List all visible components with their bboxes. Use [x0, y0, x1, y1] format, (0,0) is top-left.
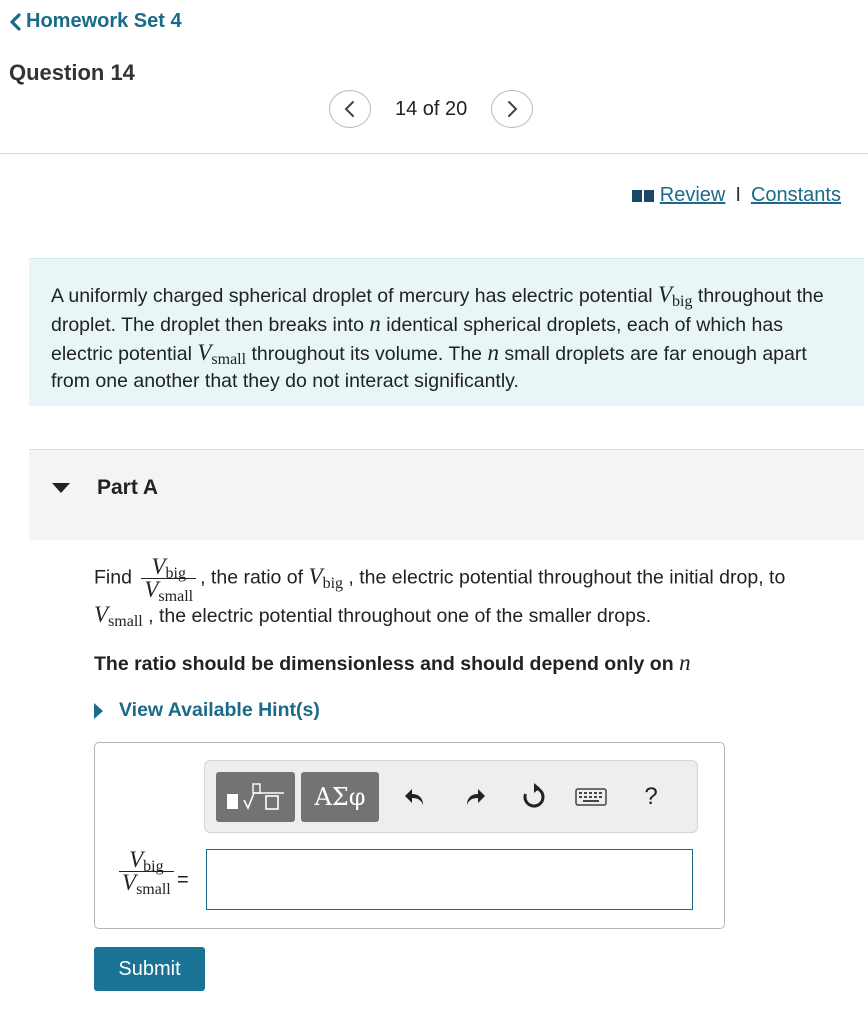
book-icon — [632, 189, 654, 203]
expand-triangle-icon — [94, 703, 103, 719]
n-symbol: n — [679, 650, 691, 675]
chevron-left-icon — [8, 12, 24, 32]
undo-icon[interactable] — [397, 779, 433, 815]
intro-text-3: identical spherical droplets, each of which has electric potential — [51, 314, 783, 365]
constants-link[interactable]: Constants — [750, 184, 841, 206]
reset-icon[interactable] — [516, 779, 552, 815]
v-big-symbol: $V_{big}$ — [657, 282, 693, 310]
problem-statement — [29, 258, 864, 406]
part-label: Part A — [97, 476, 159, 499]
templates-button[interactable] — [216, 772, 295, 822]
chevron-right-icon — [505, 100, 519, 118]
ratio-fraction: $\frac{V_{big}}{V_{small}}$ — [141, 556, 196, 601]
intro-text-1: A uniformly charged spherical droplet of mercury has electric potential — [51, 285, 658, 307]
equals-sign: = — [177, 869, 189, 891]
question-prompt — [94, 556, 854, 630]
submit-button[interactable]: Submit — [94, 947, 205, 991]
collapse-triangle-icon[interactable] — [52, 483, 70, 493]
prompt-text-1: , the ratio of — [200, 566, 309, 589]
intro-text-4: throughout its volume. The — [246, 343, 488, 365]
divider — [0, 153, 868, 154]
next-question-button[interactable] — [491, 90, 533, 128]
prompt-text-3: , the electric potential throughout one of the smaller drops. — [142, 605, 652, 627]
keyboard-icon[interactable] — [573, 779, 609, 815]
help-button[interactable]: ? — [644, 783, 658, 810]
view-hints-toggle[interactable] — [94, 699, 320, 722]
resources-links — [632, 184, 841, 207]
find-text: Find — [94, 566, 138, 589]
n-symbol: n — [369, 311, 381, 336]
previous-question-button[interactable] — [329, 90, 371, 128]
chevron-left-icon — [343, 100, 357, 118]
templates-icon — [224, 780, 288, 814]
v-small-symbol: $V_{small}$ — [197, 340, 247, 368]
answer-lhs-fraction: $\frac{V_{big}}{V_{small}}$ — [115, 849, 178, 894]
separator: I — [735, 184, 741, 206]
hints-label: View Available Hint(s) — [119, 699, 320, 721]
review-link[interactable]: Review — [659, 184, 726, 206]
pager — [329, 90, 533, 128]
ratio-note: The ratio should be dimensionless and should depend only on n — [94, 650, 691, 675]
question-title: Question 14 — [9, 60, 135, 85]
answer-area — [94, 742, 725, 929]
redo-icon[interactable] — [457, 779, 493, 815]
pager-text: 14 of 20 — [395, 97, 468, 120]
intro-text-5: small droplets are far enough apart from one another that they do not interact significantly. — [51, 343, 807, 392]
n-symbol: n — [487, 340, 499, 365]
back-link[interactable] — [8, 10, 182, 33]
greek-symbols-button[interactable]: ΑΣφ — [301, 772, 379, 822]
v-small-symbol: $V_{small}$ — [94, 602, 143, 630]
back-link-label: Homework Set 4 — [26, 10, 182, 32]
part-a-header[interactable] — [29, 449, 864, 540]
v-big-symbol: $V_{big}$ — [308, 563, 344, 592]
prompt-text-2: , the electric potential throughout the initial drop, to — [343, 566, 786, 589]
intro-text-2: throughout the droplet. The droplet then breaks into — [51, 285, 824, 336]
math-toolbar — [204, 760, 698, 833]
answer-input[interactable] — [206, 849, 693, 910]
